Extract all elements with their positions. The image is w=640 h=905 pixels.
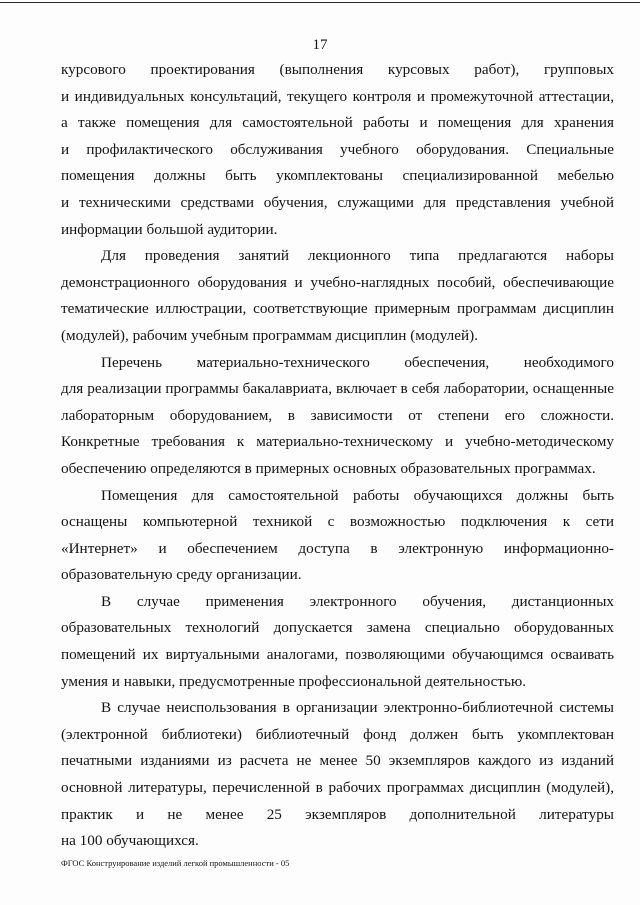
text-line: помещений их виртуальными аналогами, позволяющими обучающимся осваивать <box>61 646 614 664</box>
paragraph <box>61 695 614 855</box>
paragraph <box>61 350 614 483</box>
text-line: и техническими средствами обучения, служащими для представления учебной <box>61 193 614 211</box>
text-line: печатными изданиями из расчета не менее 50 экземпляров каждого из изданий <box>61 752 614 770</box>
paragraph <box>61 57 614 243</box>
page-number: 17 <box>312 37 328 53</box>
text-line: курсового проектирования (выполнения курсовых работ), групповых <box>61 61 614 78</box>
text-line: Конкретные требования к материально-техническому и учебно-методическому <box>61 433 614 451</box>
text-line: а также помещения для самостоятельной работы и помещения для хранения <box>61 114 614 132</box>
text-line: лабораторным оборудованием, в зависимости от степени его сложности. <box>61 406 614 424</box>
text-line: образовательную среду организации. <box>61 566 302 584</box>
paragraph <box>61 243 614 349</box>
text-line: и профилактического обслуживания учебного оборудования. Специальные <box>61 140 614 158</box>
text-line: обеспечению определяются в примерных основных образовательных программах. <box>61 459 596 477</box>
text-line: для реализации программы бакалавриата, включает в себя лаборатории, оснащенные <box>61 380 614 398</box>
text-line: Перечень материально-технического обеспечения, необходимого <box>101 353 614 371</box>
text-line: В случае применения электронного обучения, дистанционных <box>101 592 614 610</box>
paragraph <box>61 589 614 695</box>
document-footer: ФГОС Конструирование изделий легкой промышленности - 05 <box>61 858 290 868</box>
text-line: основной литературы, перечисленной в рабочих программах дисциплин (модулей), <box>61 779 614 797</box>
document-body <box>61 57 614 855</box>
text-line: и индивидуальных консультаций, текущего контроля и промежуточной аттестации, <box>61 87 614 105</box>
text-line: умения и навыки, предусмотренные профессиональной деятельностью. <box>61 672 527 690</box>
text-line: информации большой аудитории. <box>61 220 278 238</box>
text-line: образовательных технологий допускается замена специально оборудованных <box>61 619 614 637</box>
text-line: на 100 обучающихся. <box>61 832 199 850</box>
text-line: В случае неиспользования в организации электронно-библиотечной системы <box>101 699 614 717</box>
text-line: демонстрационного оборудования и учебно-наглядных пособий, обеспечивающие <box>61 273 614 291</box>
text-line: «Интернет» и обеспечением доступа в электронную информационно- <box>61 539 614 557</box>
text-line: Для проведения занятий лекционного типа предлагаются наборы <box>101 247 614 265</box>
top-border-line <box>0 2 640 3</box>
text-line: (модулей), рабочим учебным программам дисциплин (модулей). <box>61 326 478 344</box>
text-line: Помещения для самостоятельной работы обучающихся должны быть <box>101 486 614 504</box>
text-line: практик и не менее 25 экземпляров дополнительной литературы <box>61 805 614 823</box>
text-line: оснащены компьютерной техникой с возможностью подключения к сети <box>61 513 614 531</box>
text-line: тематические иллюстрации, соответствующие примерным программам дисциплин <box>61 300 614 318</box>
paragraph <box>61 483 614 589</box>
text-line: (электронной библиотеки) библиотечный фонд должен быть укомплектован <box>61 725 614 743</box>
text-line: помещения должны быть укомплектованы специализированной мебелью <box>61 167 614 185</box>
